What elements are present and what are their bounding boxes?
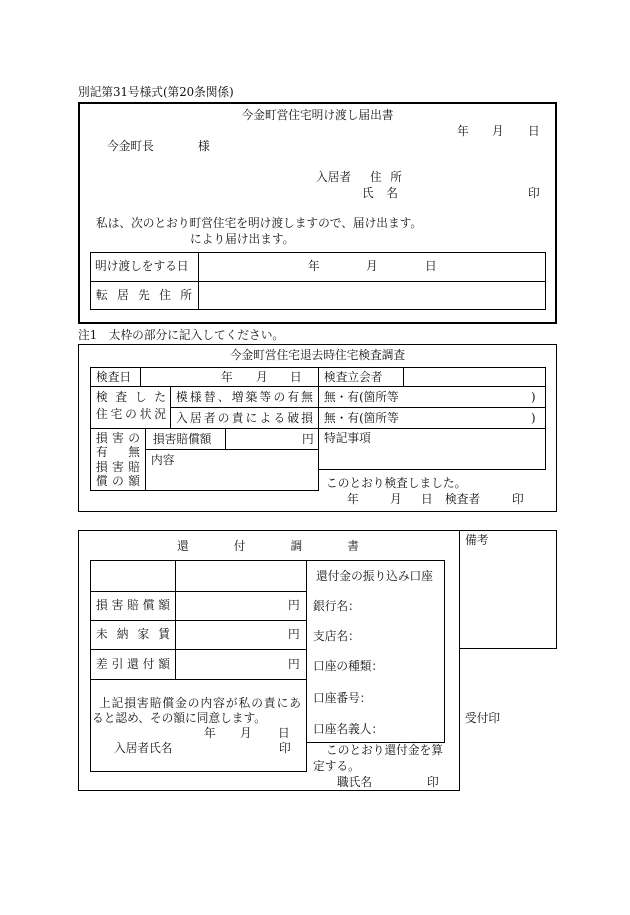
- damage-label-line4: 償の額: [96, 474, 140, 488]
- refund-row-yen: 円: [288, 627, 300, 641]
- refund-calc-line1: このとおり還付金を算: [326, 743, 443, 757]
- bank-name-label: 銀行名：: [313, 599, 360, 613]
- bank-account-title: 還付金の振り込み口座: [316, 569, 433, 583]
- alteration-status-close: ): [531, 390, 536, 404]
- refund-title: 還付調書: [177, 539, 359, 553]
- damage-by-tenant-status: 無・有(箇所等: [324, 411, 399, 425]
- tenant-name-label: 入居者氏名: [114, 741, 173, 755]
- inspection-date-month: 月: [256, 370, 268, 384]
- applicant-label: 入居者: [316, 170, 352, 184]
- inspection-date-year: 年: [221, 370, 233, 384]
- damage-label-line1: 損害の: [96, 431, 140, 445]
- refund-header-cell-right: [175, 560, 307, 592]
- compensation-yen: 円: [302, 432, 314, 446]
- inspection-date-label: 検査日: [96, 370, 132, 384]
- compensation-label: 損害賠償額: [153, 432, 212, 446]
- reception-seal-label: 受付印: [465, 711, 501, 725]
- consent-date-day: 日: [278, 726, 290, 740]
- branch-name-label: 支店名：: [313, 629, 360, 643]
- refund-row-label: 未納家賃: [96, 627, 170, 641]
- notice-body-line1: 私は、次のとおり町営住宅を明け渡しますので、届け出ます。: [96, 216, 423, 230]
- new-address-label: 転居先住所: [96, 288, 192, 302]
- notice-body-line2: により届け出ます。: [190, 232, 295, 246]
- witness-value-cell: [403, 367, 546, 387]
- notice-date-day: 日: [528, 124, 540, 138]
- vacate-date-day: 日: [425, 259, 437, 273]
- inspection-date-day: 日: [290, 370, 302, 384]
- notice-title: 今金町営住宅明け渡し届出書: [241, 108, 394, 122]
- special-notes-label: 特記事項: [324, 431, 371, 445]
- notice-date-month: 月: [492, 124, 504, 138]
- official-seal: 印: [427, 775, 439, 789]
- inspection-sign-day: 日: [421, 492, 433, 506]
- instruction-note: 注1 太枠の部分に記入してください。: [78, 328, 285, 342]
- addressee: 今金町長: [107, 139, 154, 153]
- damage-by-tenant-label: 入居者の責による破損: [176, 411, 313, 425]
- damage-by-tenant-status-close: ): [531, 411, 536, 425]
- alteration-label: 模様替、増築等の有無: [176, 390, 313, 404]
- account-type-label: 口座の種類：: [313, 659, 384, 673]
- refund-header-cell-left: [90, 560, 176, 592]
- remarks-box: [459, 530, 557, 649]
- new-address-value-cell: [198, 281, 546, 310]
- alteration-status: 無・有(箇所等: [324, 390, 399, 404]
- refund-row-yen: 円: [288, 598, 300, 612]
- vacate-date-month: 月: [366, 259, 378, 273]
- content-label: 内容: [151, 453, 175, 467]
- refund-row-label: 差引還付額: [96, 657, 170, 671]
- vacate-date-year: 年: [308, 259, 320, 273]
- consent-date-month: 月: [240, 726, 252, 740]
- refund-row-label: 損害賠償額: [96, 598, 170, 612]
- witness-label: 検査立会者: [324, 370, 383, 384]
- inspection-sign-year: 年: [347, 492, 359, 506]
- account-holder-label: 口座名義人：: [313, 722, 384, 736]
- inspection-title: 今金町営住宅退去時住宅検査調査: [229, 348, 406, 362]
- refund-row-yen: 円: [288, 657, 300, 671]
- refund-calc-line2: 定する。: [313, 759, 360, 773]
- vacate-date-label: 明け渡しをする日: [95, 259, 189, 273]
- applicant-name-label: 氏名: [362, 186, 398, 200]
- consent-line1: 上記損害賠償金の内容が私の責にあ: [99, 696, 301, 710]
- condition-label-line1: 検査した: [96, 390, 166, 404]
- inspection-sign-month: 月: [390, 492, 402, 506]
- consent-date-year: 年: [204, 726, 216, 740]
- tenant-seal: 印: [279, 741, 291, 755]
- applicant-seal: 印: [528, 186, 540, 200]
- inspector-seal: 印: [512, 492, 524, 506]
- damage-label-line3: 損害賠: [96, 460, 140, 474]
- consent-line2: ると認め、その額に同意します。: [92, 711, 266, 725]
- inspector-label: 検査者: [445, 492, 481, 506]
- notice-date-year: 年: [457, 124, 469, 138]
- addressee-suffix: 様: [198, 139, 210, 153]
- applicant-address-label: 住所: [370, 170, 402, 184]
- account-number-label: 口座番号：: [313, 691, 372, 705]
- remarks-label: 備考: [465, 533, 489, 547]
- damage-label-line2: 有無: [96, 445, 140, 459]
- condition-label-line2: 住宅の状況: [96, 407, 166, 421]
- official-name-label: 職氏名: [337, 775, 373, 789]
- form-number: 別記第31号様式(第20条関係): [78, 85, 234, 99]
- consent-cell: [90, 679, 307, 772]
- inspection-confirmation: このとおり検査しました。: [326, 476, 467, 490]
- bank-account-box: [306, 560, 445, 743]
